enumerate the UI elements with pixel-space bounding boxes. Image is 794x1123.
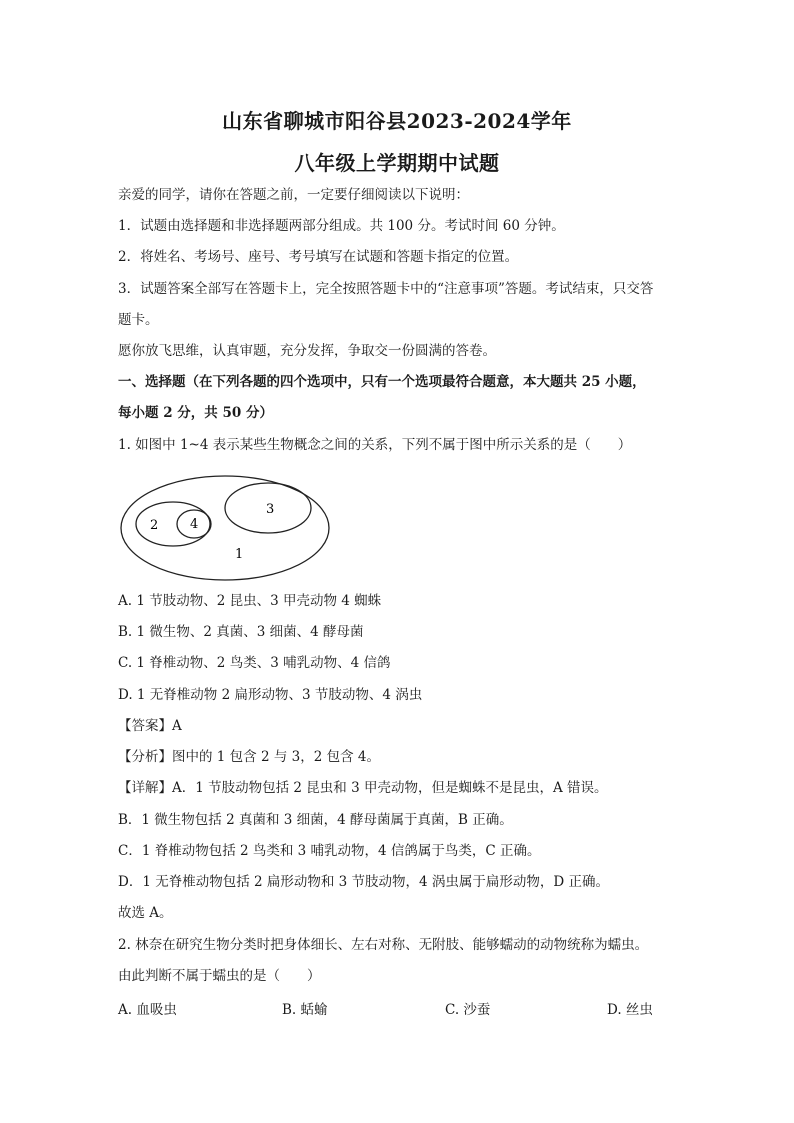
intro-text: 亲爱的同学，请你在答题之前，一定要仔细阅读以下说明： [118, 187, 469, 203]
question-2-stem-line2: 由此判断不属于蠕虫的是（ ） [118, 968, 321, 984]
q1-answer: 【答案】A [118, 718, 182, 734]
q2-option-a: A. 血吸虫 [118, 1002, 177, 1018]
q1-detail-d: D．1 无脊椎动物包括 2 扁形动物和 3 节肢动物，4 涡虫属于扁形动物，D 正确。 [118, 874, 610, 890]
venn-label-3: 3 [266, 502, 275, 517]
q1-analysis: 【分析】图中的 1 包含 2 与 3，2 包含 4。 [118, 749, 380, 765]
q1-option-b: B. 1 微生物、2 真菌、3 细菌、4 酵母菌 [118, 624, 364, 640]
rule-3-continued: 题卡。 [118, 312, 159, 328]
section-heading-line1: 一、选择题（在下列各题的四个选项中，只有一个选项最符合题意，本大题共 25 小题， [118, 374, 646, 390]
q1-option-a: A. 1 节肢动物、2 昆虫、3 甲壳动物 4 蜘蛛 [118, 593, 382, 609]
q1-detail-c: C．1 脊椎动物包括 2 鸟类和 3 哺乳动物，4 信鸽属于鸟类，C 正确。 [118, 843, 541, 859]
q1-conclusion: 故选 A。 [118, 905, 173, 921]
wish-text: 愿你放飞思维，认真审题，充分发挥，争取交一份圆满的答卷。 [118, 343, 496, 359]
document-title-line2: 八年级上学期期中试题 [294, 151, 500, 175]
q1-option-d: D. 1 无脊椎动物 2 扁形动物、3 节肢动物、4 涡虫 [118, 687, 423, 703]
venn-diagram [118, 470, 338, 585]
question-2-stem-line1: 2. 林奈在研究生物分类时把身体细长、左右对称、无附肢、能够蠕动的动物统称为蠕虫。 [118, 937, 649, 953]
q1-option-c: C. 1 脊椎动物、2 鸟类、3 哺乳动物、4 信鸽 [118, 655, 391, 671]
venn-label-4: 4 [190, 517, 199, 532]
q2-option-b: B. 蛞蝓 [282, 1002, 328, 1018]
q2-option-d: D. 丝虫 [607, 1002, 653, 1018]
q2-option-c: C. 沙蚕 [445, 1002, 491, 1018]
venn-label-2: 2 [150, 518, 159, 533]
rule-3: 3．试题答案全部写在答题卡上，完全按照答题卡中的“注意事项”答题。考试结束，只交答 [118, 281, 654, 297]
venn-label-1: 1 [235, 547, 244, 562]
venn-ellipse-2 [136, 502, 210, 546]
q1-detail-a: 【详解】A．1 节肢动物包括 2 昆虫和 3 甲壳动物，但是蜘蛛不是昆虫，A 错误。 [118, 780, 608, 796]
rule-1: 1．试题由选择题和非选择题两部分组成。共 100 分。考试时间 60 分钟。 [118, 218, 565, 234]
q1-detail-b: B．1 微生物包括 2 真菌和 3 细菌，4 酵母菌属于真菌，B 正确。 [118, 812, 513, 828]
question-1-stem: 1. 如图中 1~4 表示某些生物概念之间的关系，下列不属于图中所示关系的是（ ） [118, 437, 632, 453]
document-title-line1: 山东省聊城市阳谷县2023-2024学年 [222, 109, 572, 133]
rule-2: 2．将姓名、考场号、座号、考号填写在试题和答题卡指定的位置。 [118, 249, 519, 265]
section-heading-line2: 每小题 2 分，共 50 分） [118, 405, 273, 421]
